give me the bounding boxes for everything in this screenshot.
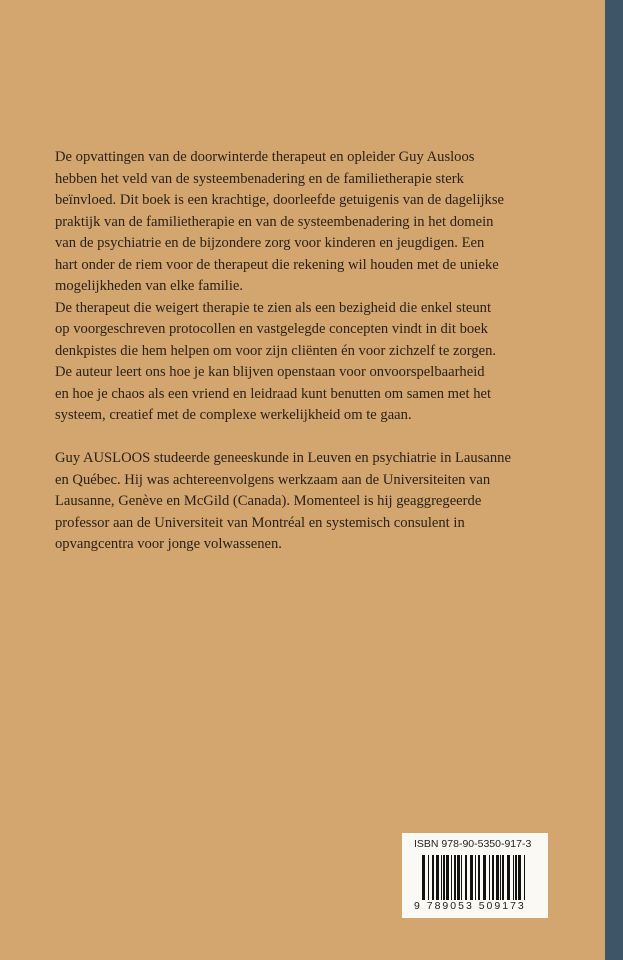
barcode-bars [422,855,527,905]
text-line: denkpistes die hem helpen om voor zijn cliënten én voor zichzelf te zorgen. [55,342,497,359]
author-bio-paragraph [55,448,511,556]
barcode-bar [451,855,452,900]
text-line: van de psychiatrie en de bijzondere zorg voor kinderen en jeugdigen. Een [55,235,485,251]
isbn-barcode [402,833,548,918]
barcode-bar [454,855,456,900]
barcode-bar [513,855,514,900]
text-line: systeem, creatief met de complexe werkelijkheid om te gaan. [55,407,412,423]
barcode-bar [422,855,425,905]
barcode-bar [507,855,510,900]
barcode-bar [428,855,429,900]
text-line: beïnvloed. Dit boek is een krachtige, doorleefde getuigenis van de dagelijkse [55,192,505,208]
text-line: De therapeut die weigert therapie te zien als een bezigheid die enkel steunt [55,299,491,316]
text-line: opvangcentra voor jonge volwassenen. [55,536,282,552]
barcode-bar [518,855,521,900]
book-spine [605,0,623,960]
text-line: op voorgeschreven protocollen en vastgelegde concepten vindt in dit boek [55,321,488,337]
barcode-bar [465,855,467,900]
text-line: Lausanne, Genève en McGild (Canada). Momenteel is hij geaggregeerde [55,493,482,509]
text-line: en hoe je chaos als een vriend en leidraad kunt benutten om samen met het [55,385,492,402]
text-line: hebben het veld van de systeembenadering en de familietherapie sterk [55,170,464,187]
barcode-bar [524,855,525,905]
barcode-bar [483,855,486,900]
text-line: professor aan de Universiteit van Montréal en systemisch consulent in [55,514,465,531]
text-line: en Québec. Hij was achtereenvolgens werkzaam aan de Universiteiten van [55,471,491,488]
barcode-bar [461,855,462,900]
barcode-bar [515,855,517,900]
text-line: hart onder de riem voor de therapeut die rekening wil houden met de unieke [55,256,499,273]
barcode-bar [475,855,476,905]
barcode-bar [492,855,494,900]
barcode-bar [443,855,445,900]
barcode-bar [500,855,501,900]
isbn-label: ISBN 978-90-5350-917-3 [414,838,532,850]
barcode-bar [446,855,449,900]
barcode-bar [441,855,442,900]
text-line: Guy AUSLOOS studeerde geneeskunde in Leuven en psychiatrie in Lausanne [55,450,511,466]
text-line: praktijk van de familietherapie en van de systeembenadering in het domein [55,213,494,230]
barcode-bar [496,855,499,900]
barcode-bar [502,855,504,900]
barcode-digits: 9 789053 509173 [414,900,526,912]
description-paragraph [55,147,504,427]
text-line: De auteur leert ons hoe je kan blijven openstaan voor onvoorspelbaarheid [55,364,485,380]
barcode-bar [470,855,473,900]
text-line: De opvattingen van de doorwinterde therapeut en opleider Guy Ausloos [55,149,475,165]
barcode-bar [432,855,434,900]
barcode-bar [436,855,439,900]
text-line: mogelijkheden van elke familie. [55,278,244,294]
barcode-bar [478,855,480,900]
barcode-bar [489,855,490,900]
barcode-bar [457,855,460,900]
